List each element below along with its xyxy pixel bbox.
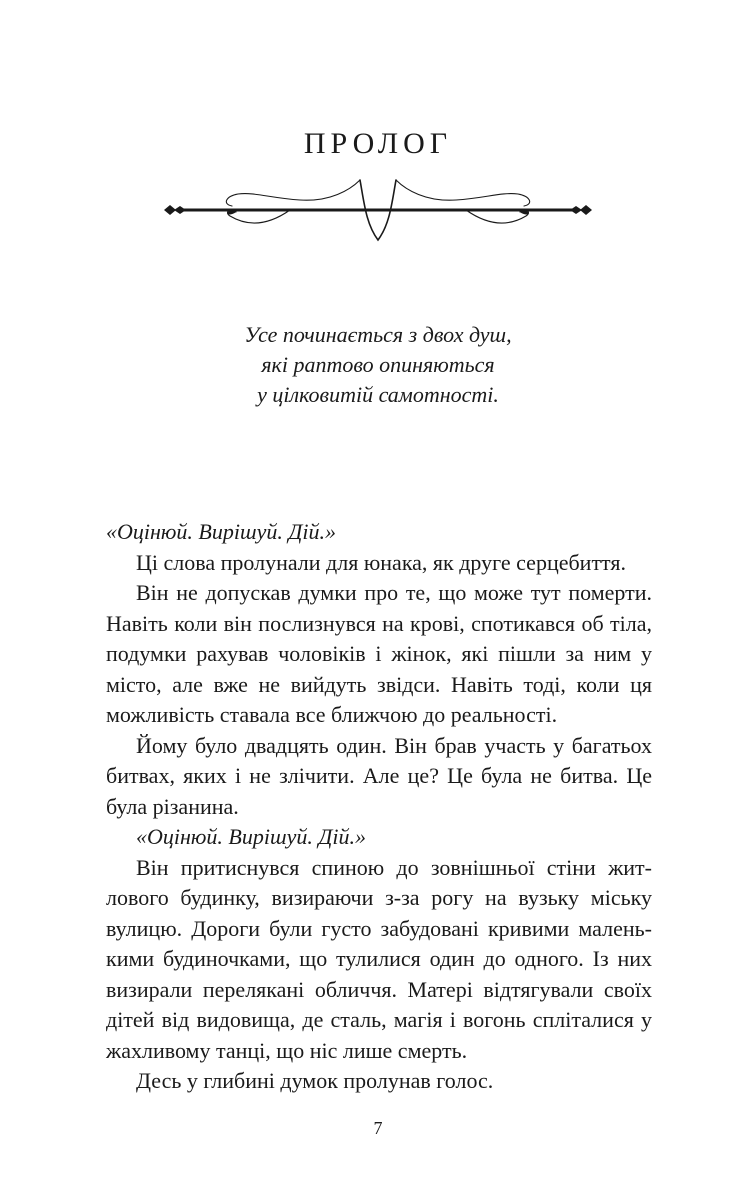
- page-number: 7: [373, 1118, 383, 1138]
- paragraph: «Оцінюй. Вирішуй. Дій.»: [106, 519, 336, 544]
- paragraph: Десь у глибині думок пролунав голос.: [136, 1068, 494, 1093]
- epigraph-line: які раптово опиняються: [261, 352, 495, 377]
- epigraph-line: у цілковитій самотності.: [257, 382, 499, 407]
- epigraph-line: Усе починається з двох душ,: [244, 322, 512, 347]
- paragraph: Йому було двадцять один. Він брав участь у багатьох битвах, яких і не злічити. Але це? Це була не битва. Це була різанина.: [106, 732, 652, 819]
- paragraph: Він не допускав думки про те, що може тут померти. Навіть коли він послизнувся на крові, спотикався об тіла, подумки рахував чоловіків і жінок, які пішли за ним у місто, але вже не вийдуть звідси. Навіть тоді, коли ця можливість ставала все ближчою до реальності.: [106, 580, 652, 727]
- paragraph: Ці слова пролунали для юнака, як друге серцебиття.: [136, 549, 627, 575]
- epigraph: [0, 320, 756, 410]
- body-text: [106, 517, 652, 1097]
- chapter-title: ПРОЛОГ: [303, 127, 453, 160]
- paragraph: Він притиснувся спиною до зовнішньої стіни житлового будинку, визираючи з-за рогу на вузьку міську вулицю. Дороги були густо забудовані кривими маленькими будиночками, що тулилися один до одного. Із них визирали перелякані обличчя. Матері відтягували своїх дітей від видовища, де сталь, магія і вогонь спліталися у жахливому танці, що ніс лише смерть.: [106, 854, 652, 1063]
- paragraph: «Оцінюй. Вирішуй. Дій.»: [136, 824, 366, 849]
- flourish-divider-icon: [160, 172, 596, 244]
